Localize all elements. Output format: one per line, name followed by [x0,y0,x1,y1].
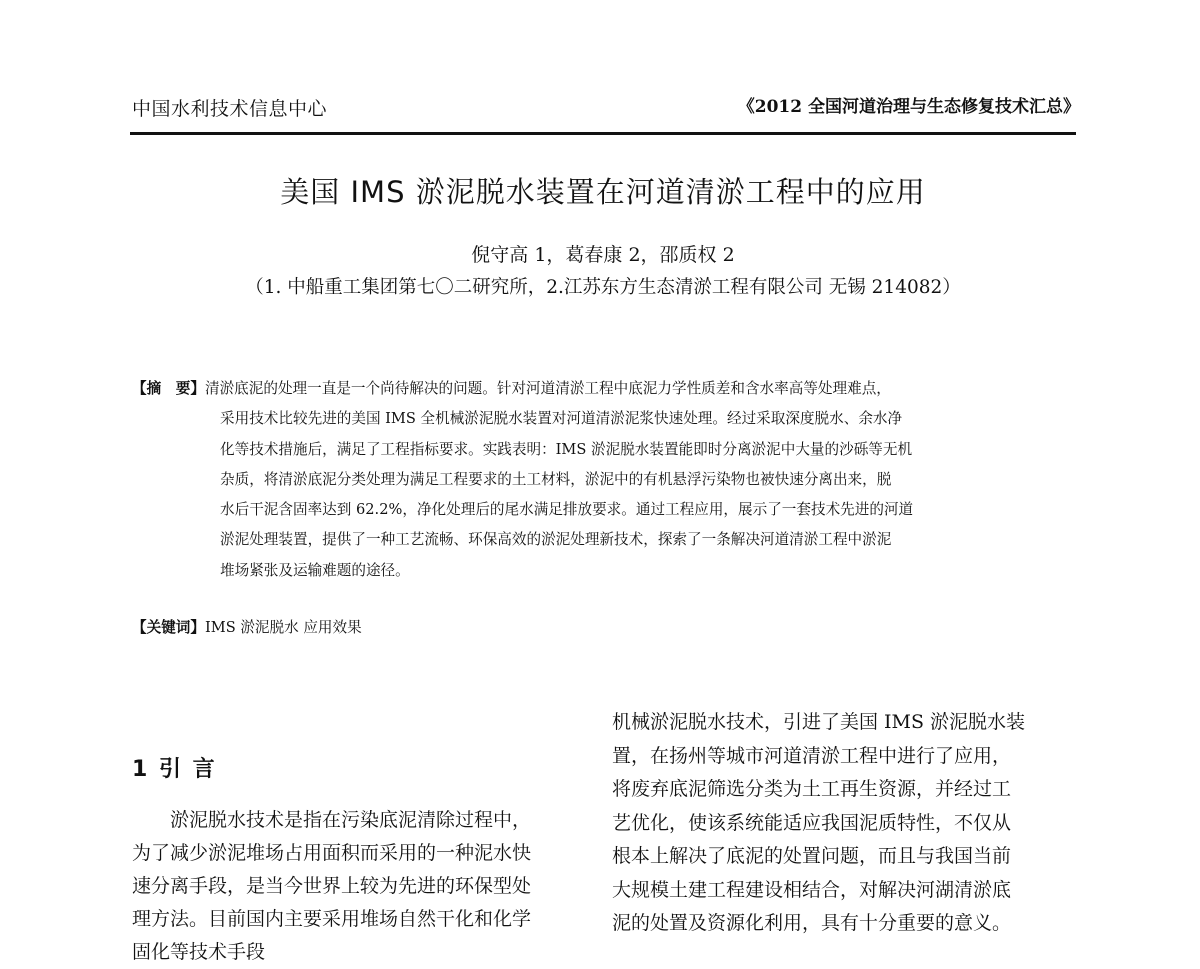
abstract-line: 化等技术措施后，满足了工程指标要求。实践表明：IMS 淤泥脱水装置能即时分离淤泥中大量的沙砾等无机 [220,440,913,458]
affiliation: （1. 中船重工集团第七〇二研究所，2.江苏东方生态清淤工程有限公司 无锡 214082） [245,277,961,298]
body-line: 将废弃底泥筛选分类为土工再生资源，并经过工 [612,778,1012,800]
left-column [132,804,592,969]
body-line: 艺优化，使该系统能适应我国泥质特性，不仅从 [612,811,1012,834]
body-line: 理方法。目前国内主要采用堆场自然干化和化学 [132,908,532,930]
abstract-line [132,374,1070,404]
section-heading: 1 引 言 [132,757,217,782]
right-column [612,706,1080,941]
abstract-line: 水后干泥含固率达到 62.2%，净化处理后的尾水满足排放要求。通过工程应用，展示了一套技术先进的河道 [220,501,914,519]
keywords-label: 【关键词】 [132,619,205,636]
body-line: 机械淤泥脱水技术，引进了美国 IMS 淤泥脱水装 [612,711,1026,733]
paper-title: 美国 IMS 淤泥脱水装置在河道清淤工程中的应用 [280,175,926,209]
body-line: 淤泥脱水技术是指在污染底泥清除过程中， [170,809,532,831]
body-line: 固化等技术手段 [132,941,266,963]
running-header-right: 《2012 全国河道治理与生态修复技术汇总》 [737,97,1080,117]
body-line: 根本上解决了底泥的处置问题，而且与我国当前 [612,845,1012,867]
running-header-left: 中国水利技术信息中心 [132,98,328,120]
keywords [132,616,362,637]
abstract-line: 淤泥处理装置，提供了一种工艺流畅、环保高效的淤泥处理新技术，探索了一条解决河道清淤工程中淤泥 [220,531,892,549]
body-line: 大规模土建工程建设相结合，对解决河湖清淤底 [612,878,1012,901]
abstract-line: 堆场紧张及运输难题的途径。 [220,561,410,579]
abstract-line: 杂质，将清淤底泥分类处理为满足工程要求的土工材料，淤泥中的有机悬浮污染物也被快速分离出来，脱 [220,470,892,488]
body-line: 为了减少淤泥堆场占用面积而采用的一种泥水快 [132,842,532,864]
body-line: 泥的处置及资源化利用，具有十分重要的意义。 [612,912,1012,934]
abstract-text: 清淤底泥的处理一直是一个尚待解决的问题。针对河道清淤工程中底泥力学性质差和含水率高等处理难点， [204,380,891,397]
abstract [132,374,1070,586]
abstract-label: 【摘 要】 [132,380,205,397]
abstract-line: 采用技术比较先进的美国 IMS 全机械淤泥脱水装置对河道清淤泥浆快速处理。经过采取深度脱水、余水净 [220,410,903,428]
header-rule [130,132,1076,135]
body-line: 置，在扬州等城市河道清淤工程中进行了应用， [612,744,1012,767]
keywords-text: IMS 淤泥脱水 应用效果 [204,619,362,636]
authors: 倪守高 1，葛春康 2，邵质权 2 [471,244,735,266]
body-line: 速分离手段，是当今世界上较为先进的环保型处 [132,875,532,897]
